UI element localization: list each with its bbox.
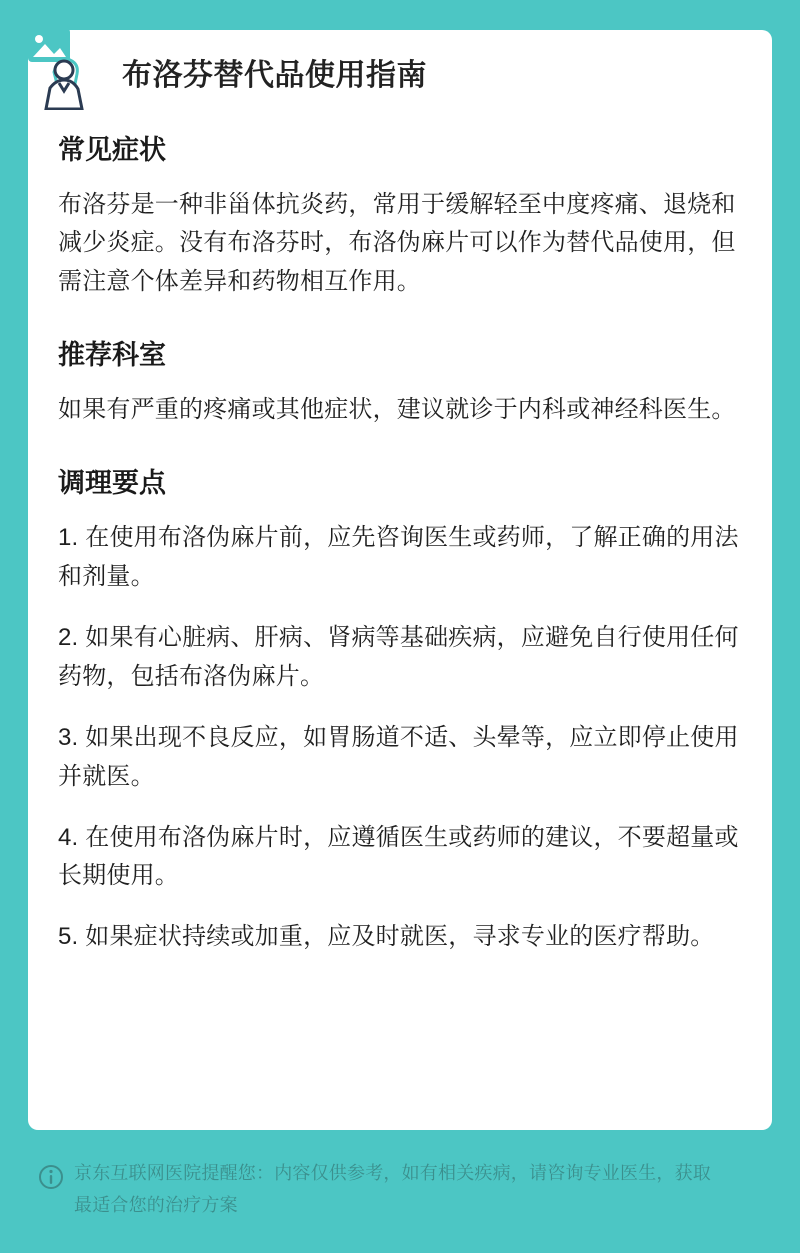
thumbs-up-icon[interactable] [720, 1166, 762, 1208]
guide-card [28, 30, 772, 1130]
list-item: 2. 如果有心脏病、肝病、肾病等基础疾病，应避免自行使用任何药物，包括布洛伪麻片。 [58, 624, 739, 690]
section-heading-symptoms: 常见症状 [58, 134, 166, 165]
section-paragraph-department: 如果有严重的疼痛或其他症状，建议就诊于内科或神经科医生。 [58, 396, 736, 424]
list-item: 5. 如果症状持续或加重，应及时就医，寻求专业的医疗帮助。 [58, 923, 715, 951]
footer-text: 京东互联网医院提醒您：内容仅供参考，如有相关疾病，请咨询专业医生，获取最适合您的治疗方案 [74, 1163, 711, 1215]
info-circle-icon [38, 1164, 64, 1190]
footer-disclaimer [38, 1152, 762, 1247]
section-heading-advice: 调理要点 [58, 468, 166, 499]
page-title: 布洛芬替代品使用指南 [122, 59, 427, 92]
list-item: 4. 在使用布洛伪麻片时，应遵循医生或药师的建议，不要超量或长期使用。 [58, 823, 739, 890]
section-paragraph-symptoms: 布洛芬是一种非甾体抗炎药，常用于缓解轻至中度疼痛、退烧和减少炎症。没有布洛芬时，布洛伪麻片可以作为替代品使用，但需注意个体差异和药物相互作用。 [58, 190, 736, 296]
list-item: 3. 如果出现不良反应，如胃肠道不适、头晕等，应立即停止使用并就医。 [58, 723, 739, 790]
section-heading-department: 推荐科室 [58, 340, 166, 371]
advice-list [58, 519, 742, 957]
document-image-icon [26, 26, 92, 110]
list-item: 1. 在使用布洛伪麻片前，应先咨询医生或药师，了解正确的用法和剂量。 [58, 524, 739, 591]
